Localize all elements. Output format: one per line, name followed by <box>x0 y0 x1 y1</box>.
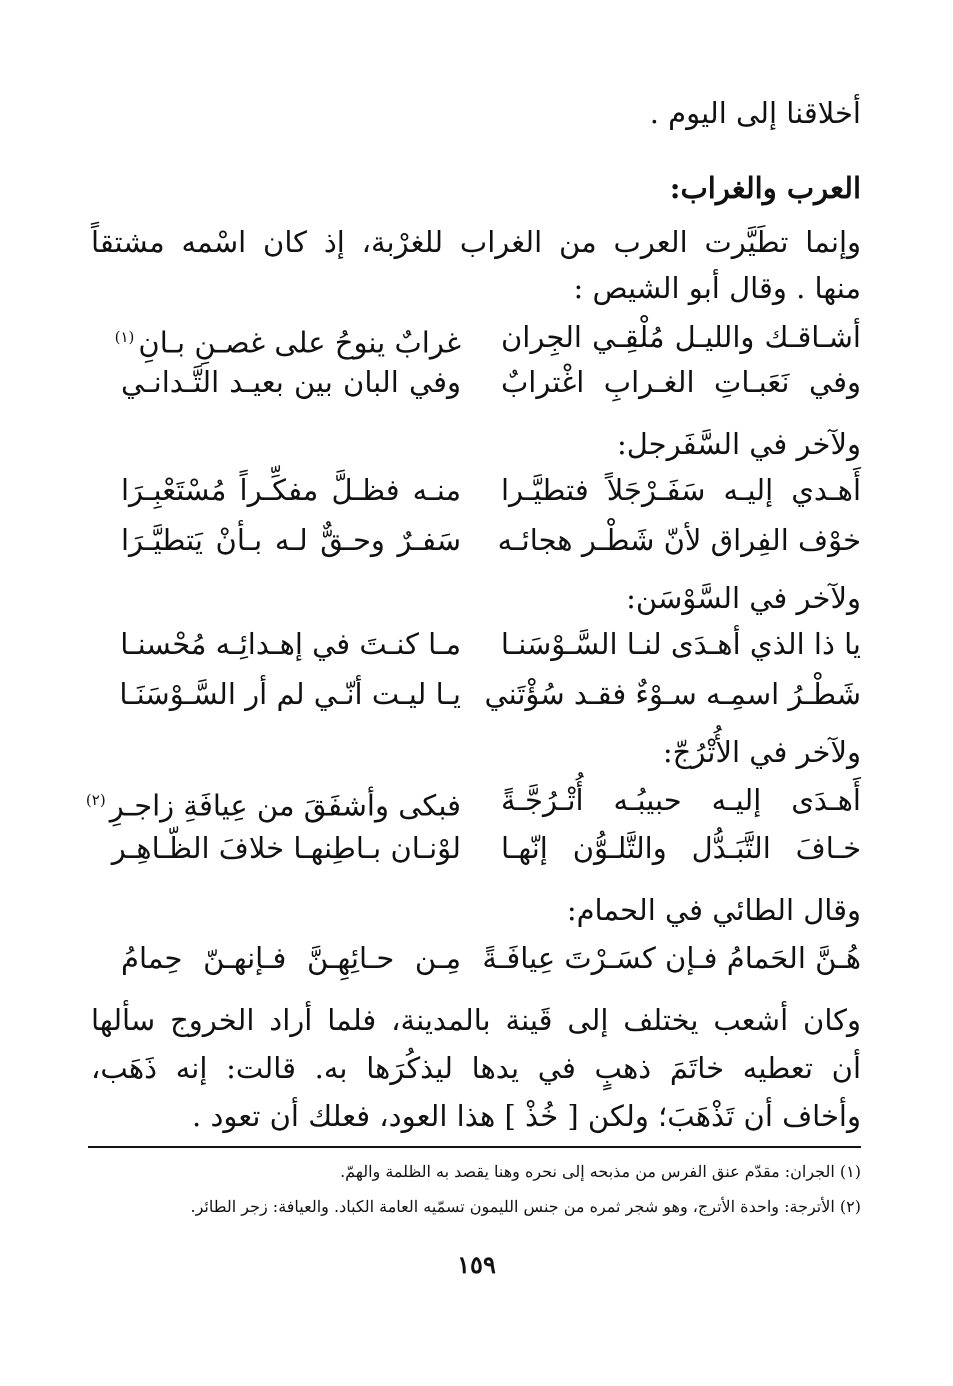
verse-line <box>121 468 861 512</box>
verse-line <box>111 826 861 870</box>
verse-second-hemistich: يـا ليـت أنّـي لم أر السَّـوْسَنَـا <box>119 677 461 711</box>
verse-second-hemistich <box>85 778 461 828</box>
verse-line <box>121 360 861 404</box>
verse-intro: ولآخر في السَّفَرجل: <box>616 427 861 461</box>
verse-second-hemistich: وفي البان بين بعيـد التَّـدانـي <box>121 365 461 399</box>
verse-intro: ولآخر في الأُتْرُجّ: <box>662 735 861 769</box>
verse-first-hemistich: خـافَ التَّبَـدُّل والتَّلـوُّن إنّهـا <box>501 831 861 865</box>
verse-first-hemistich: أَهـدي إليـه سَفَـرْجَلاً فتطيَّـرا <box>501 473 861 507</box>
footnote-rule <box>88 1146 861 1148</box>
verse-line <box>121 518 861 562</box>
paragraph-line: منها . وقال أبو الشيص : <box>573 271 861 305</box>
verse-text: فبكى وأشفَقَ من عِيافَةِ زاجـرِ <box>109 788 461 823</box>
section-heading: العرب والغراب: <box>669 171 861 205</box>
verse-intro: ولآخر في السَّوْسَن: <box>626 581 861 615</box>
page-number: ١٥٩ <box>457 1250 496 1279</box>
verse-first-hemistich: هُـنَّ الحَمامُ فـإن كسَـرْتَ عِيافَـةً <box>482 941 861 975</box>
verse-second-hemistich: سَفـرٌ وحـقٌّ لـه بـأنْ يَتطيَّـرَا <box>121 523 461 557</box>
verse-text: غرابٌ ينوحُ على غصـنِ بـانِ <box>138 325 461 360</box>
verse-second-hemistich: مِـن حـائِهِـنَّ فـإنهـنّ حِمامُ <box>121 941 461 975</box>
verse-second-hemistich: منـه فظـلَّ مفكِّـراً مُسْتَعْبِـرَا <box>121 473 461 507</box>
footnote-marker: (٢) <box>85 791 106 809</box>
verse-line <box>85 778 861 823</box>
verse-second-hemistich: مـا كنـتَ في إهـدائِـه مُحْسنـا <box>120 627 461 661</box>
verse-first-hemistich: خوْف الفِراق لأنّ شَطْـر هجائـه <box>497 523 861 557</box>
verse-first-hemistich: أَهـدَى إليـه حبيبُـه أُتْـرُجَّـةً <box>501 783 861 817</box>
verse-first-hemistich: يا ذا الذي أهـدَى لنـا السَّـوْسَنـا <box>500 627 861 661</box>
footnote-marker: (١) <box>114 328 135 346</box>
footnote: (١) الجران: مقدّم عنق الفرس من مذبحه إلى نحره وهنا يقصد به الظلمة والهمّ. <box>340 1162 861 1181</box>
verse-first-hemistich: شَطْـرُ اسمِـه سـوْءٌ فقـد سُؤْتَني <box>484 677 861 711</box>
verse-line <box>121 936 861 980</box>
verse-first-hemistich: وفي نَعَبـاتِ الغـرابِ اغْترابٌ <box>501 365 861 399</box>
verse-second-hemistich: لوْنـان بـاطِنهـا خلافَ الظّـاهِـر <box>111 831 461 865</box>
paragraph-line: وأخاف أن تَذْهَبَ؛ ولكن [ خُذْ ] هذا العود، فعلك أن تعود . <box>192 1099 861 1133</box>
verse-line <box>114 315 861 360</box>
paragraph-line: وكان أشعب يختلف إلى قَينة بالمدينة، فلما أراد الخروج سألها <box>91 1003 861 1037</box>
verse-line <box>121 622 861 666</box>
verse-first-hemistich: أشـاقـك والليـل مُلْقِـي الجِران <box>501 320 861 354</box>
footnote: (٢) الأترجة: واحدة الأترج، وهو شجر ثمره من جنس الليمون تسمّيه العامة الكباد. والعيافة: زجر الطائر. <box>190 1197 861 1216</box>
verse-intro: وقال الطائي في الحمام: <box>566 893 861 927</box>
paragraph-line: وإنما تطَيَّرت العرب من الغراب للغرْبة، إذ كان اسْمه مشتقاً <box>91 225 861 259</box>
verse-line <box>121 672 861 716</box>
paragraph-line: أن تعطيه خاتَمَ ذهبٍ في يدها ليذكُرَها به. قالت: إنه ذَهَب، <box>91 1051 861 1085</box>
verse-second-hemistich <box>114 315 461 365</box>
text-line: أخلاقنا إلى اليوم . <box>649 96 861 130</box>
